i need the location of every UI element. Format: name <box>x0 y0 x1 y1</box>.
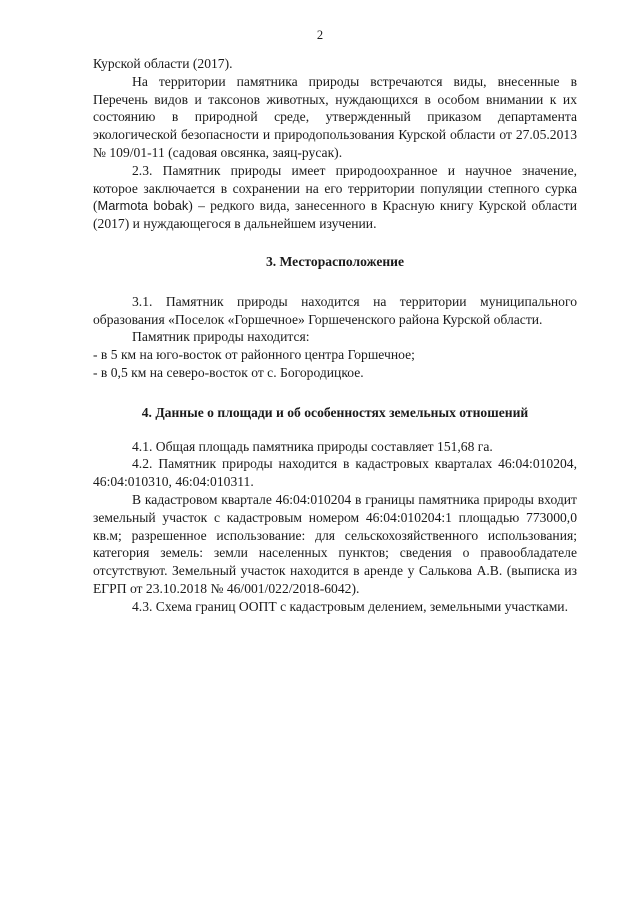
section-3-heading: 3. Месторасположение <box>265 253 405 269</box>
paragraph-4-2: 4.2. Памятник природы находится в кадастровых кварталах 46:04:010204, 46:04:010310, 46:04:010311. <box>93 456 577 490</box>
paragraph-cadastral-plot: В кадастровом квартале 46:04:010204 в границы памятника природы входит земельный участок с кадастровым номером 46:04:010204:1 площадью 773000,0 кв.м; разрешенное использование: для сельскохозяйственного использования; категория земель: земли населенных пунктов; сведения о правообладателе отсутствуют. Земельный участок находится в аренде у Салькова А.В. (выписка из ЕГРП от 23.10.2018 № 46/001/022/2018-6042). <box>93 491 577 596</box>
intro-continuation: Курской области (2017). <box>93 56 233 71</box>
page-number: 2 <box>316 28 324 42</box>
location-item-2: - в 0,5 км на северо-восток от с. Богородицкое. <box>93 364 364 380</box>
paragraph-2-3-part2: ) – редкого вида, занесенного в Красную книгу Курской области (2017) и нуждающегося в дальнейшем изучении. <box>93 198 577 232</box>
latin-species-name: Marmota bobak <box>97 198 189 214</box>
paragraph-4-1: 4.1. Общая площадь памятника природы составляет 151,68 га. <box>132 438 493 454</box>
document-body <box>93 55 577 616</box>
paragraph-2-3 <box>93 162 577 233</box>
section-4-heading: 4. Данные о площади и об особенностях земельных отношений <box>141 404 529 420</box>
paragraph-3-1: 3.1. Памятник природы находится на территории муниципального образования «Поселок «Горшечное» Горшеченского района Курской области. <box>93 293 577 327</box>
paragraph-species-list: На территории памятника природы встречаются виды, внесенные в Перечень видов и таксонов животных, нуждающихся в особом внимании к их состоянию в природной среде, утвержденный приказом департамента экологической безопасности и природопользования Курской области от 27.05.2013 № 109/01-11 (садовая овсянка, заяц-русак). <box>93 73 577 160</box>
paragraph-2-3-part1: 2.3. Памятник природы имеет природоохранное и научное значение, которое заключается в сохранении на его территории популяции степного сурка ( <box>93 162 577 214</box>
paragraph-4-3: 4.3. Схема границ ООПТ с кадастровым делением, земельными участками. <box>132 598 568 614</box>
paragraph-location-intro: Памятник природы находится: <box>132 329 310 345</box>
location-item-1: - в 5 км на юго-восток от районного центра Горшечное; <box>93 347 415 363</box>
